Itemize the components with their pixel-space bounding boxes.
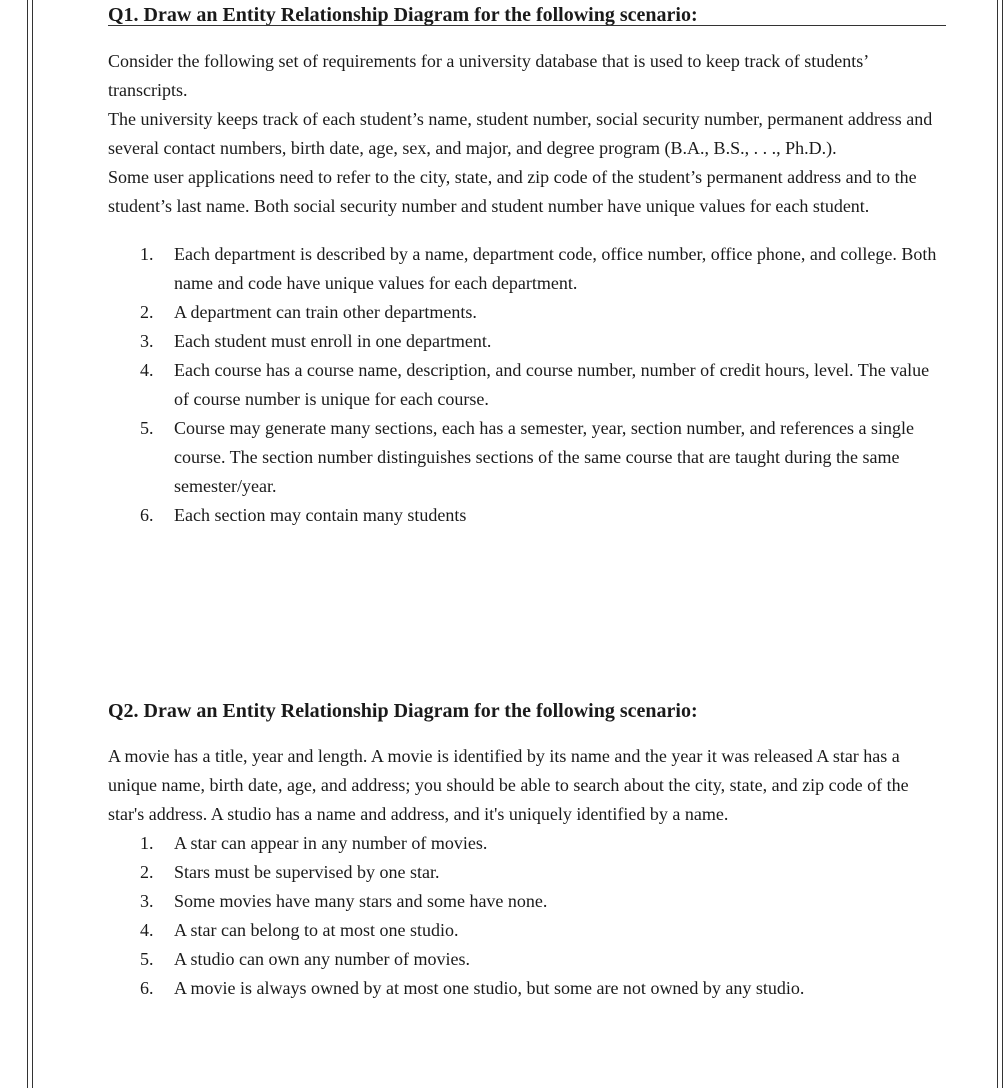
title-underline bbox=[108, 25, 946, 26]
list-item-text: A movie is always owned by at most one studio, but some are not owned by any studio. bbox=[174, 978, 805, 998]
list-item-number: 2. bbox=[140, 862, 154, 882]
list-item-text: A studio can own any number of movies. bbox=[174, 949, 470, 969]
list-item bbox=[108, 829, 948, 858]
list-item-text: A star can belong to at most one studio. bbox=[174, 920, 459, 940]
question-2-requirements-list bbox=[108, 829, 948, 1003]
list-item bbox=[108, 240, 948, 298]
list-item-number: 6. bbox=[140, 505, 154, 525]
list-item-text: Each department is described by a name, department code, office number, office phone, and college. Both name and code have unique values for each department. bbox=[174, 244, 937, 293]
list-item-text: Each student must enroll in one department. bbox=[174, 331, 492, 351]
list-item-text: A department can train other departments. bbox=[174, 302, 477, 322]
list-item-text: Some movies have many stars and some have none. bbox=[174, 891, 548, 911]
list-item bbox=[108, 298, 948, 327]
list-item-text: A star can appear in any number of movies. bbox=[174, 833, 488, 853]
list-item-number: 1. bbox=[140, 833, 154, 853]
list-item-number: 3. bbox=[140, 331, 154, 351]
question-1-section bbox=[108, 0, 948, 530]
right-page-border bbox=[997, 0, 1003, 1088]
list-item-number: 4. bbox=[140, 360, 154, 380]
list-item-text: Each course has a course name, description, and course number, number of credit hours, level. The value of course number is unique for each course. bbox=[174, 360, 930, 409]
list-item bbox=[108, 414, 948, 501]
question-2-section bbox=[108, 698, 948, 1003]
list-item-number: 6. bbox=[140, 978, 154, 998]
q1-paragraph-intro: Consider the following set of requirements for a university database that is used to keep track of students’ transcripts. bbox=[108, 51, 868, 100]
question-2-title: Q2. Draw an Entity Relationship Diagram for the following scenario: bbox=[108, 700, 698, 722]
q1-paragraph-student-attributes: The university keeps track of each student’s name, student number, social security number, permanent address and several contact numbers, birth date, age, sex, and major, and degree program (B.A., B.S., . . ., Ph.D.). bbox=[108, 109, 933, 158]
list-item bbox=[108, 916, 948, 945]
list-item-number: 2. bbox=[140, 302, 154, 322]
list-item-text: Course may generate many sections, each has a semester, year, section number, and references a single course. The section number distinguishes sections of the same course that are taught during the same semester/year. bbox=[174, 418, 915, 496]
q2-paragraph-scenario: A movie has a title, year and length. A movie is identified by its name and the year it was released A star has a unique name, birth date, age, and address; you should be able to search about the city, state, and zip code of the star's address. A studio has a name and address, and it's uniquely identified by a name. bbox=[108, 746, 909, 824]
list-item bbox=[108, 327, 948, 356]
q1-paragraph-address-details: Some user applications need to refer to the city, state, and zip code of the student’s permanent address and to the student’s last name. Both social security number and student number have unique values for each student. bbox=[108, 167, 917, 216]
list-item-number: 4. bbox=[140, 920, 154, 940]
list-item-number: 5. bbox=[140, 949, 154, 969]
list-item bbox=[108, 887, 948, 916]
list-item-number: 3. bbox=[140, 891, 154, 911]
list-item bbox=[108, 501, 948, 530]
left-page-border bbox=[27, 0, 33, 1088]
list-item bbox=[108, 945, 948, 974]
list-item-text: Stars must be supervised by one star. bbox=[174, 862, 440, 882]
question-1-requirements-list bbox=[108, 240, 948, 530]
question-2-body bbox=[108, 742, 948, 829]
document-content bbox=[108, 0, 948, 998]
question-1-title: Q1. Draw an Entity Relationship Diagram for the following scenario: bbox=[108, 4, 698, 26]
list-item bbox=[108, 858, 948, 887]
list-item-number: 1. bbox=[140, 244, 154, 264]
list-item bbox=[108, 974, 948, 1003]
list-item-text: Each section may contain many students bbox=[174, 505, 467, 525]
list-item-number: 5. bbox=[140, 418, 154, 438]
question-1-body bbox=[108, 47, 948, 221]
list-item bbox=[108, 356, 948, 414]
